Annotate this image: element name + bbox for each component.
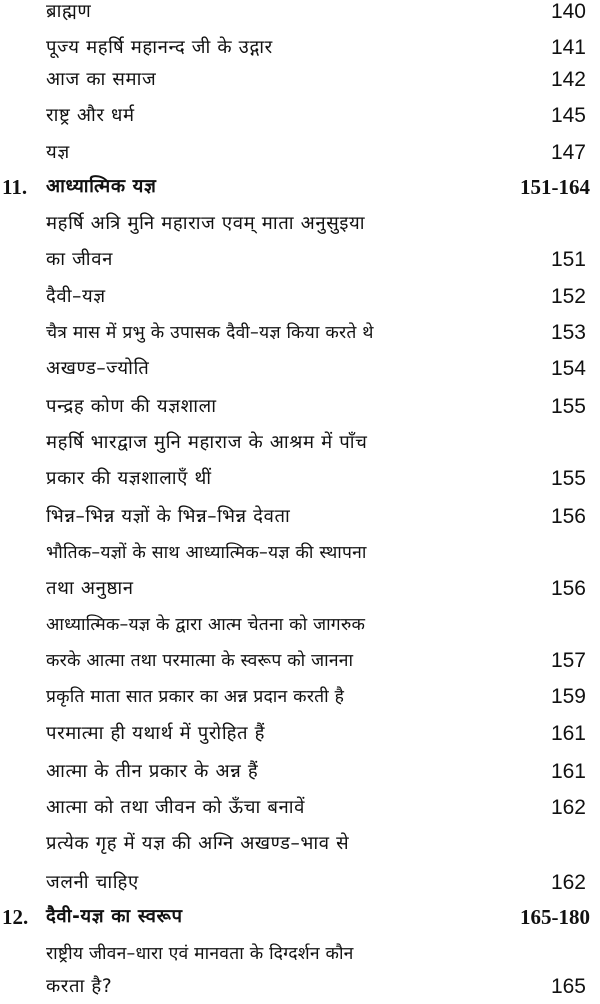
- chapter-title: दैवी-यज्ञ का स्वरूप: [46, 906, 183, 927]
- toc-entry-page: 159: [550, 685, 586, 708]
- toc-entry: [0, 572, 600, 606]
- chapter-title: आध्यात्मिक यज्ञ: [46, 176, 157, 197]
- chapter-number: 12.: [2, 905, 29, 929]
- toc-entry: [0, 462, 600, 496]
- toc-entry: [0, 243, 600, 277]
- toc-entry: [0, 717, 600, 751]
- toc-entry: [0, 99, 600, 133]
- toc-entry-title: का जीवन: [46, 249, 113, 270]
- toc-entry-page: 155: [550, 395, 586, 418]
- toc-entry-page: 157: [550, 649, 586, 672]
- toc-entry-title: परमात्मा ही यथार्थ में पुरोहित हैं: [46, 723, 266, 744]
- toc-entry: [0, 500, 600, 534]
- toc-entry: [0, 63, 600, 97]
- toc-entry-title: प्रत्येक गृह में यज्ञ की अग्नि अखण्ड–भाव से: [46, 833, 350, 854]
- toc-entry-title: यज्ञ: [46, 142, 70, 163]
- toc-entry: [0, 352, 600, 386]
- chapter-page-range: 151-164: [520, 175, 590, 199]
- toc-entry: [0, 644, 600, 678]
- toc-entry-page: 156: [550, 577, 586, 600]
- toc-entry-title: करता है?: [46, 976, 113, 997]
- toc-entry-page: 156: [550, 505, 586, 528]
- toc-entry: [0, 280, 600, 314]
- chapter-heading: [0, 170, 600, 204]
- chapter-page-range: 165-180: [520, 905, 590, 929]
- toc-entry-page: 151: [550, 248, 586, 271]
- toc-entry-title: तथा अनुष्ठान: [46, 578, 134, 599]
- toc-entry-line: [0, 937, 600, 971]
- toc-entry-page: 162: [550, 871, 586, 894]
- toc-entry-line: [0, 426, 600, 460]
- toc-entry: [0, 316, 600, 350]
- toc-entry-title: अखण्ड–ज्योति: [46, 358, 150, 379]
- toc-entry-title: आज का समाज: [46, 69, 157, 90]
- toc-entry-title: चैत्र मास में प्रभु के उपासक दैवी–यज्ञ किया करते थे: [46, 323, 374, 343]
- toc-entry-title: प्रकृति माता सात प्रकार का अन्न प्रदान करती है: [46, 687, 345, 707]
- toc-entry-title: करके आत्मा तथा परमात्मा के स्वरूप को जानना: [46, 651, 354, 671]
- toc-entry-page: 165: [550, 975, 586, 998]
- toc-entry-page: 140: [550, 0, 586, 23]
- toc-entry-title: दैवी–यज्ञ: [46, 286, 106, 307]
- toc-entry-page: 142: [550, 68, 586, 91]
- toc-entry: [0, 31, 600, 65]
- toc-entry: [0, 136, 600, 170]
- toc-entry-title: राष्ट्रीय जीवन–धारा एवं मानवता के दिग्दर्शन कौन: [46, 944, 354, 964]
- toc-entry-page: 153: [550, 321, 586, 344]
- toc-entry-line: [0, 827, 600, 861]
- chapter-number: 11.: [2, 175, 28, 199]
- toc-entry-title: आत्मा के तीन प्रकार के अन्न हैं: [46, 761, 259, 782]
- toc-entry: [0, 390, 600, 424]
- toc-entry-title: आध्यात्मिक–यज्ञ के द्वारा आत्म चेतना को जागरुक: [46, 615, 366, 635]
- toc-entry-line: [0, 608, 600, 642]
- toc-entry: [0, 0, 600, 29]
- toc-entry-title: आत्मा को तथा जीवन को ऊँचा बनावें: [46, 797, 306, 818]
- toc-entry-line: [0, 207, 600, 241]
- toc-entry-page: 152: [550, 285, 586, 308]
- toc-entry-title: राष्ट्र और धर्म: [46, 105, 135, 126]
- toc-entry-page: 162: [550, 796, 586, 819]
- toc-entry-page: 155: [550, 467, 586, 490]
- toc-entry-page: 145: [550, 104, 586, 127]
- toc-entry-title: ब्राह्मण: [46, 1, 92, 22]
- toc-entry: [0, 970, 600, 1004]
- toc-entry-title: पूज्य महर्षि महानन्द जी के उद्गार: [46, 37, 273, 58]
- toc-entry-page: 161: [550, 760, 586, 783]
- toc-entry-title: पन्द्रह कोण की यज्ञशाला: [46, 396, 217, 417]
- toc-entry-title: जलनी चाहिए: [46, 872, 139, 893]
- toc-entry: [0, 680, 600, 714]
- toc-entry: [0, 791, 600, 825]
- toc-entry-line: [0, 536, 600, 570]
- toc-entry-page: 161: [550, 722, 586, 745]
- toc-entry-title: भिन्न–भिन्न यज्ञों के भिन्न–भिन्न देवता: [46, 506, 291, 527]
- toc-entry-title: भौतिक–यज्ञों के साथ आध्यात्मिक–यज्ञ की स्थापना: [46, 543, 367, 563]
- toc-entry-title: महर्षि भारद्वाज मुनि महाराज के आश्रम में पाँच: [46, 432, 368, 453]
- toc-entry: [0, 755, 600, 789]
- toc-entry-title: प्रकार की यज्ञशालाएँ थीं: [46, 468, 212, 489]
- toc-entry-page: 141: [550, 36, 586, 59]
- chapter-heading: [0, 900, 600, 934]
- toc-entry-page: 147: [550, 141, 586, 164]
- toc-entry: [0, 866, 600, 900]
- toc-entry-title: महर्षि अत्रि मुनि महाराज एवम् माता अनुसुइया: [46, 213, 366, 234]
- toc-entry-page: 154: [550, 357, 586, 380]
